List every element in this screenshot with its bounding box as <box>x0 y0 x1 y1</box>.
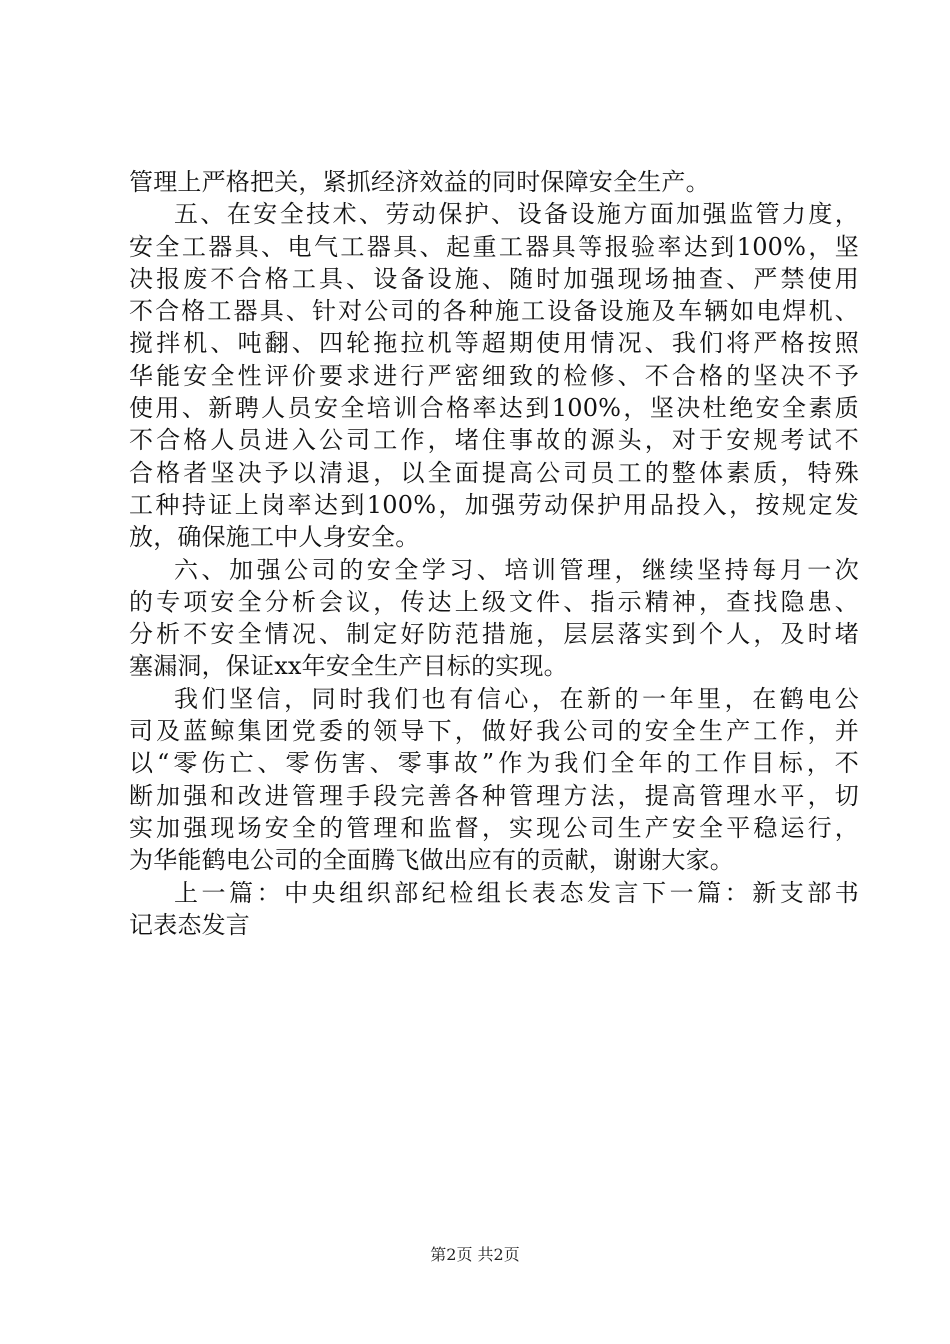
paragraph-line: 的专项安全分析会议，传达上级文件、指示精神，查找隐患、 <box>129 587 859 616</box>
paragraph-line: 工种持证上岗率达到100%，加强劳动保护用品投入，按规定发 <box>129 490 859 519</box>
paragraph-line: 分析不安全情况、制定好防范措施，层层落实到个人，及时堵 <box>129 620 859 649</box>
paragraph-line: 六、加强公司的安全学习、培训管理，继续坚持每月一次 <box>174 555 859 584</box>
paragraph-line: 搅拌机、吨翻、四轮拖拉机等超期使用情况、我们将严格按照 <box>129 329 859 358</box>
page-number: 第2页 共2页 <box>430 1245 520 1264</box>
paragraph-line: 不合格人员进入公司工作，堵住事故的源头，对于安规考试不 <box>129 426 859 455</box>
paragraph-line: 实加强现场安全的管理和监督，实现公司生产安全平稳运行， <box>129 813 859 842</box>
paragraph-line: 不合格工器具、针对公司的各种施工设备设施及车辆如电焊机、 <box>129 297 859 326</box>
paragraph-line: 放，确保施工中人身安全。 <box>129 523 420 552</box>
paragraph-line: 华能安全性评价要求进行严密细致的检修、不合格的坚决不予 <box>129 361 859 390</box>
paragraph-line: 我们坚信，同时我们也有信心，在新的一年里，在鹤电公 <box>174 684 859 713</box>
prev-next-nav-line: 记表态发言 <box>129 910 250 939</box>
prev-next-nav-line: 上一篇：中央组织部纪检组长表态发言下一篇：新支部书 <box>174 878 859 907</box>
document-body <box>129 166 859 941</box>
paragraph-line: 安全工器具、电气工器具、起重工器具等报验率达到100%，坚 <box>129 232 859 261</box>
paragraph-line: 管理上严格把关，紧抓经济效益的同时保障安全生产。 <box>129 168 710 196</box>
paragraph-line: 司及蓝鲸集团党委的领导下，做好我公司的安全生产工作，并 <box>129 717 859 746</box>
paragraph-line: 断加强和改进管理手段完善各种管理方法，提高管理水平，切 <box>129 781 859 810</box>
paragraph-line: 合格者坚决予以清退，以全面提高公司员工的整体素质，特殊 <box>129 458 859 487</box>
paragraph-line: 五、在安全技术、劳动保护、设备设施方面加强监管力度， <box>174 200 859 229</box>
paragraph-line: 使用、新聘人员安全培训合格率达到100%，坚决杜绝安全素质 <box>129 394 859 423</box>
paragraph-line: 塞漏洞，保证xx年安全生产目标的实现。 <box>129 652 568 681</box>
paragraph-line: 以“零伤亡、零伤害、零事故”作为我们全年的工作目标，不 <box>129 749 859 778</box>
paragraph-line: 决报废不合格工具、设备设施、随时加强现场抽查、严禁使用 <box>129 264 859 293</box>
paragraph-line: 为华能鹤电公司的全面腾飞做出应有的贡献，谢谢大家。 <box>129 846 734 875</box>
